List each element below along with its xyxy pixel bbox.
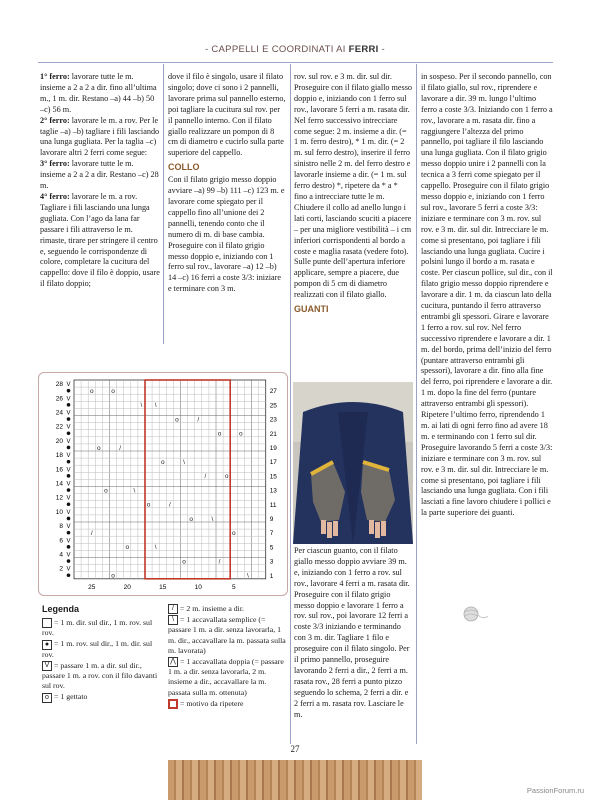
running-header: - CAPPELLI E COORDINATI AI FERRI - xyxy=(204,44,385,55)
purl-stitch-mark xyxy=(67,517,71,521)
watermark: PassionForum.ru xyxy=(526,786,584,795)
purl-stitch-icon: ● xyxy=(42,640,52,650)
purl-stitch-mark xyxy=(67,502,71,506)
row-label-left: 16 xyxy=(55,466,63,474)
pattern-stitch-mark: o xyxy=(231,529,236,537)
legend-item: = 1 m. dir. sul dir., 1 m. rov. sul rov. xyxy=(42,618,153,638)
slip-stitch-mark: V xyxy=(66,509,71,516)
purl-stitch-mark xyxy=(67,389,71,393)
row-label-right: 9 xyxy=(269,515,274,523)
purl-stitch-mark xyxy=(67,545,71,549)
legend-right xyxy=(168,604,286,710)
slip-stitch-mark: V xyxy=(66,467,71,474)
row-label-left: 28 xyxy=(55,381,63,389)
slip-stitch-mark: V xyxy=(66,410,71,417)
pattern-stitch-mark: / xyxy=(119,444,122,452)
row-label-right: 5 xyxy=(269,544,274,552)
paragraph: rov. sul rov. e 3 m. dir. sul dir. Proseguire con il filato giallo messo doppio e, iniziando con 1 ferro sul rov., lavorare 5 ferri a m. rasata dir. Nel ferro successivo intrecciare come segue: 2 m. insieme a dir. (= 1 m. ferro destro), * 1 m. dir. (= 2 m. sul ferro destro), inserire il ferro sinistro nelle 2 m. del ferro destro e lavorarle insieme a dir. (= 1 m. sul ferro destro) *, ripetere da * a * fino a intrecciare tutte le m. xyxy=(294,72,413,201)
row-label-left: 24 xyxy=(55,409,63,417)
header-brand: FERRI xyxy=(348,44,379,55)
pattern-stitch-mark: o xyxy=(189,515,193,523)
paragraph: 1° ferro: lavorare tutte le m. insieme a 2 a 2 a dir. fino all’ultima m., 1 m. dir. Restano –a) 44 –b) 50 –c) 56 m. xyxy=(40,72,157,114)
repeat-box-icon xyxy=(168,699,178,709)
text-column-2 xyxy=(168,72,286,295)
pattern-stitch-mark: \ xyxy=(183,458,185,466)
legend-item: = motivo da ripetere xyxy=(168,699,286,709)
pattern-stitch-mark: o xyxy=(239,430,243,438)
pattern-stitch-mark: \ xyxy=(154,402,157,410)
row-label-right: 17 xyxy=(269,459,277,467)
pattern-stitch-mark: o xyxy=(104,487,108,495)
pattern-stitch-mark: / xyxy=(197,416,200,424)
slip-stitch-mark: V xyxy=(66,538,71,545)
page-number: 27 xyxy=(290,744,300,754)
slip-stitch-mark: V xyxy=(66,438,71,445)
knit-stitch-icon xyxy=(42,618,52,628)
column-label: 20 xyxy=(123,583,131,591)
purl-stitch-mark xyxy=(67,417,71,421)
purl-stitch-mark xyxy=(67,559,71,563)
paragraph: 3° ferro: lavorare tutte le m. insieme a 2 a 2 a dir. Restano –c) 28 m. xyxy=(40,159,159,191)
pattern-stitch-mark: o xyxy=(224,473,229,481)
row-label-right: 25 xyxy=(269,402,277,410)
row-label-left: 6 xyxy=(59,537,63,545)
pattern-stitch-mark: o xyxy=(175,416,179,424)
row-label-left: 14 xyxy=(55,480,63,488)
ssk-icon: \ xyxy=(168,615,178,625)
row-label-left: 2 xyxy=(59,565,63,573)
paragraph: 4° ferro: lavorare le m. a rov. Tagliare i fili lasciando una lunga gugliata. Con l’ago da lana far passare i fili attraverso le m. rimaste, tirare per stringere il centro e, seguendo le corrispondenze di colore, completare la cucitura del cappello: dove il filo è doppio, usare il filato doppio; xyxy=(40,191,160,289)
legend-title: Legenda xyxy=(42,604,80,614)
column-divider-3 xyxy=(416,64,417,744)
k2tog-icon: / xyxy=(168,604,178,614)
column-divider-1 xyxy=(163,64,164,344)
legend-left xyxy=(42,618,162,704)
pattern-stitch-mark: o xyxy=(111,387,115,395)
slip-stitch-mark: V xyxy=(66,453,71,460)
pattern-stitch-mark: \ xyxy=(140,402,143,410)
yarn-ball-icon xyxy=(462,606,488,622)
purl-stitch-mark xyxy=(67,573,71,577)
column-label: 5 xyxy=(231,583,236,591)
column-label: 10 xyxy=(194,583,202,591)
row-label-left: 20 xyxy=(55,437,63,445)
paragraph: Con il filato grigio messo doppio avviare –a) 99 –b) 111 –c) 123 m. e lavorare come spiegato per il cappello fino all’unione dei 2 pannelli, tenendo conto che il numero di m. di base cambia. Proseguire con il filato grigio messo doppio e, iniziando con 1 ferro sul rov., lavorare –a) 12 –b) 14 –c) 16 ferri a coste 3/3: iniziare e terminare con 3 m. xyxy=(168,175,285,294)
slip-stitch-mark: V xyxy=(66,396,71,403)
row-label-right: 1 xyxy=(269,572,274,580)
row-label-left: 4 xyxy=(59,551,63,559)
pattern-stitch-mark: o xyxy=(111,572,115,580)
row-label-left: 26 xyxy=(55,395,63,403)
pattern-stitch-mark: / xyxy=(90,529,93,537)
row-label-left: 10 xyxy=(55,508,63,516)
row-label-right: 21 xyxy=(269,430,277,438)
legend-item: V = passare 1 m. a dir. sul dir., passare 1 m. a rov. con il filo davanti sul rov. xyxy=(42,660,158,691)
purl-stitch-mark xyxy=(67,431,71,435)
column-label: 15 xyxy=(159,583,167,591)
pattern-stitch-mark: o xyxy=(182,558,186,566)
paragraph: dove il filo è singolo, usare il filato singolo; dove ci sono i 2 pannelli, lavorare prima sul pannello esterno, poi tagliare la cucitura sul rov. per il pannello interno. Con il filato giallo realizzare un pompon di 8 cm di diametro e cucirlo sulla parte superiore del cappello. xyxy=(168,72,286,158)
row-label-right: 11 xyxy=(269,501,277,509)
paragraph: 2° ferro: lavorare le m. a rov. Per le taglie –a) –b) tagliare i fili lasciando una lunga gugliata. Per la taglia –c) lavorare altri 2 ferri come segue: xyxy=(40,115,160,158)
slip-stitch-mark: V xyxy=(66,424,71,431)
pattern-stitch-mark: o xyxy=(125,544,130,552)
pattern-stitch-mark: o xyxy=(217,430,222,438)
legend-item: \ = 1 accavallata semplice (= passare 1 m. a dir. senza lavorarla, 1 m. dir., accavallare la m. passata sulla m. lavorata) xyxy=(168,615,286,655)
pattern-stitch-mark: o xyxy=(160,458,165,466)
pattern-stitch-mark: \ xyxy=(154,544,157,552)
knit-texture-strip xyxy=(168,760,422,800)
pattern-stitch-mark: \ xyxy=(133,487,136,495)
text-column-4 xyxy=(421,72,553,519)
yarn-over-icon: o xyxy=(42,693,52,703)
legend-item: ⋀ = 1 accavallata doppia (= passare 1 m. a dir. senza lavorarla, 2 m. insieme a dir., accavallare la m. passata sulla m. ottenuta) xyxy=(168,657,284,697)
text-column-3-continued xyxy=(294,546,412,721)
slip-stitch-mark: V xyxy=(66,382,71,389)
gloves-photo xyxy=(293,382,413,544)
top-rule xyxy=(38,62,553,63)
pattern-stitch-mark: o xyxy=(97,444,101,452)
section-title-guanti: GUANTI xyxy=(294,304,329,315)
row-label-right: 7 xyxy=(269,530,274,538)
column-divider-2 xyxy=(290,64,291,744)
purl-stitch-mark xyxy=(67,474,71,478)
row-label-right: 27 xyxy=(269,388,277,396)
row-label-left: 18 xyxy=(55,452,63,460)
stitch-chart xyxy=(52,372,284,594)
legend-item: / = 2 m. insieme a dir. xyxy=(168,604,286,614)
pattern-stitch-mark: \ xyxy=(211,515,214,523)
row-label-left: 22 xyxy=(55,423,63,431)
column-label: 25 xyxy=(88,583,96,591)
slip-stitch-mark: V xyxy=(66,524,71,531)
paragraph: Per ciascun guanto, con il filato giallo messo doppio avviare 39 m. e, iniziando con 1 ferro a rov. sul rov., lavorare 4 ferri a m. rasata dir. Proseguire con il filato grigio messo doppio e lavorare 1 ferro a rov. sul rov., poi lavorare 12 ferri a coste 3/3 iniziando e terminando con 3 m. dir. Tagliare 1 filo e proseguire con il filato singolo. Per il primo pannello, proseguire lavorando 2 ferri a dir., 2 ferri a m. rasata rov., 28 ferri a punto pizzo seguendo lo schema, 2 ferri a dir. e 2 ferri a m. rasata rov. Lasciare le m. xyxy=(294,546,410,719)
row-label-left: 8 xyxy=(59,523,63,531)
text-column-1 xyxy=(40,72,160,290)
slip-stitch-mark: V xyxy=(66,552,71,559)
row-label-right: 13 xyxy=(269,487,277,495)
pattern-stitch-mark: / xyxy=(218,558,221,566)
legend-item: o = 1 gettato xyxy=(42,692,162,702)
purl-stitch-mark xyxy=(67,403,71,407)
slip-stitch-mark: V xyxy=(66,566,71,573)
pattern-stitch-mark: o xyxy=(146,501,151,509)
pattern-stitch-mark: \ xyxy=(247,572,249,580)
paragraph: in sospeso. Per il secondo pannello, con il filato giallo, sul rov., riprendere e lavorare a dir. 39 m. lungo l’ultimo ferro a coste 3/3. Iniziando con 1 ferro a rov., lavorare a m. rasata dir. fino a raggiungere l’altezza del primo pannello, poi tagliare il filo lasciando una lunga gugliata. Con il filato grigio messo doppio unire i 2 pannelli con la tecnica a 3 ferri come spiegato per il cappello. Proseguire con il filato grigio messo doppio e, iniziando con 1 ferro sul rov., lavorare 5 ferri a coste 3/3: iniziare e terminare con 3 m. rov. sul rov. e 3 m. dir. sul dir. Intrecciare le m. come si presentano, poi tagliare i fili lasciando una lunga gugliata. Cucire i polsini lungo il bordo a m. rasata e coste. Per ciascun pollice, sul dir., con il filato grigio messo doppio riprendere e lavorare a dir. 1 m. da ciascun lato della cucitura, puntando il ferro attraverso entrambi gli spessori. Girare e lavorare 1 ferro a rov. sul rov. Nel ferro successivo riprendere e lavorare a dir. 1 m. del bordo, prima dell’inizio del ferro (puntare attraverso entrambi gli spessori), lavorare a dir. fino alla fine del ferro, poi riprendere e lavorare a dir. 1 m. dopo la fine del ferro (puntare attraverso entrambi gli spessori). Ripetere l’ultimo ferro, riprendendo 1 m. ai lati di ogni ferro fino ad avere 18 m. e terminando con 1 ferro sul dir. Proseguire lavorando 5 ferri a coste 3/3: iniziare e terminare con 3 m. rov. sul rov. e 3 m. dir. sul dir. Intrecciare le m. come si presentano, poi tagliare i fili lasciando una lunga gugliata. Con i fili lasciati a fine lavoro chiudere i pollici e la parte superiore dei guanti. xyxy=(421,72,553,518)
gloves-photo-icon xyxy=(293,382,413,544)
pattern-stitch-mark: o xyxy=(89,387,94,395)
purl-stitch-mark xyxy=(67,446,71,450)
text-column-3 xyxy=(294,72,412,317)
row-label-right: 3 xyxy=(269,558,274,566)
row-label-right: 19 xyxy=(269,444,277,452)
pattern-stitch-mark: / xyxy=(168,501,171,509)
row-label-right: 23 xyxy=(269,416,277,424)
legend-item: ● = 1 m. rov. sul dir., 1 m. dir. sul rov. xyxy=(42,639,153,659)
pattern-stitch-mark: / xyxy=(204,473,207,481)
section-title-collo: COLLO xyxy=(168,162,200,173)
double-decrease-icon: ⋀ xyxy=(168,657,178,667)
slip-stitch-icon: V xyxy=(42,661,52,671)
purl-stitch-mark xyxy=(67,460,71,464)
paragraph: Chiudere il collo ad anello lungo i lati corti, lasciando scuciti a piacere – per una migliore vestibilità – i cm inferiori corrispondenti al bordo a coste e maglia rasata (vedere foto). Sulle punte dell’apertura inferiore applicare, sempre a piacere, due pompon di 5 cm di diametro realizzati con il filato giallo. xyxy=(294,202,412,300)
row-label-left: 12 xyxy=(55,494,63,502)
row-label-right: 15 xyxy=(269,473,277,481)
purl-stitch-mark xyxy=(67,488,71,492)
slip-stitch-mark: V xyxy=(66,481,71,488)
slip-stitch-mark: V xyxy=(66,495,71,502)
purl-stitch-mark xyxy=(67,531,71,535)
